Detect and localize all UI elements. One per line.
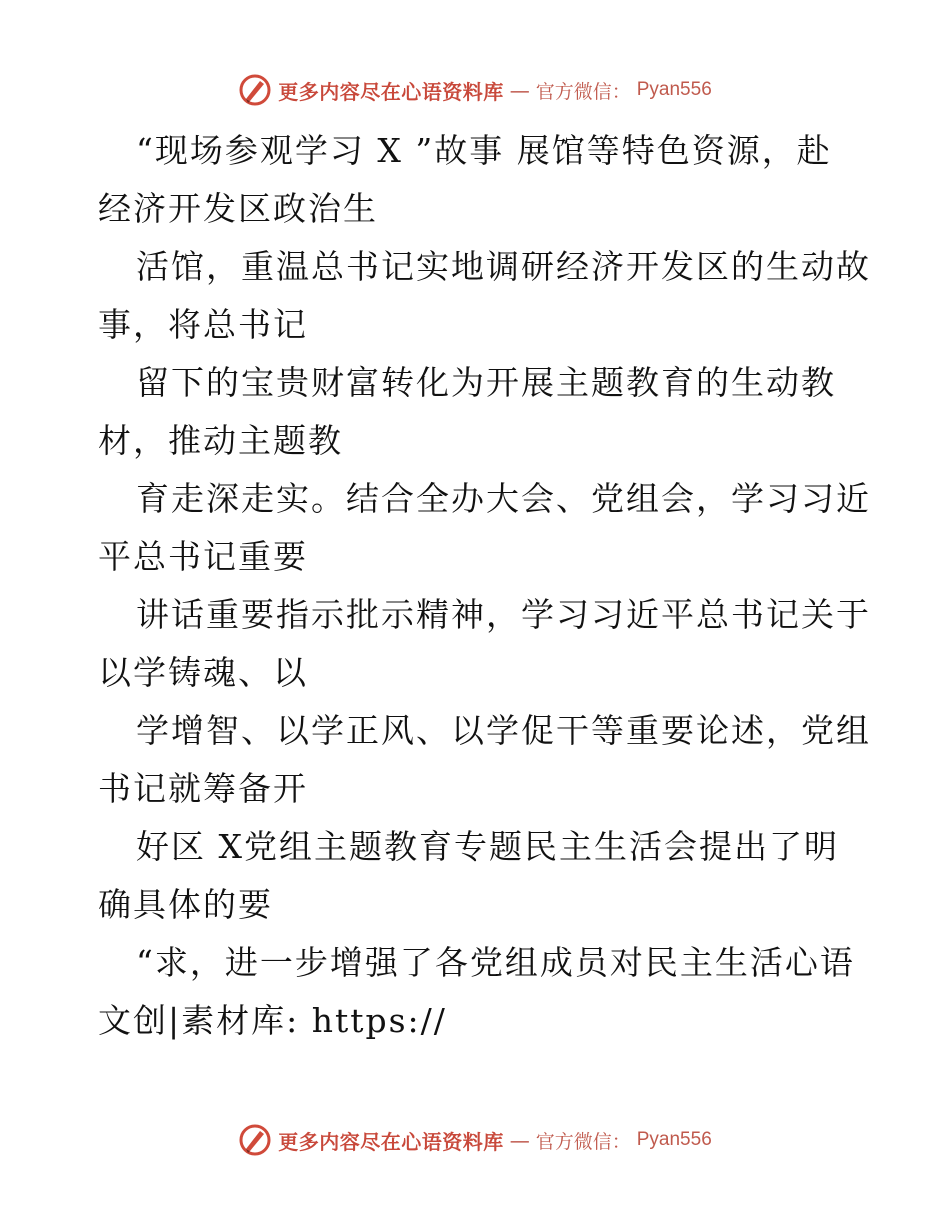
body-line: 好区 X党组主题教育专题民主生活会提出了明 bbox=[136, 827, 839, 866]
body-line: 书记就筹备开 bbox=[98, 769, 308, 808]
footer-banner bbox=[0, 1120, 950, 1160]
quill-pen-logo-icon bbox=[238, 73, 272, 107]
body-line: 平总书记重要 bbox=[98, 537, 308, 576]
body-line: 经济开发区政治生 bbox=[98, 189, 378, 228]
body-line: 学增智、以学正风、以学促干等重要论述，党组 bbox=[136, 711, 871, 750]
banner-wechat-label: 官方微信： bbox=[535, 1130, 631, 1153]
body-line: 留下的宝贵财富转化为开展主题教育的生动教 bbox=[136, 363, 836, 402]
body-line: “求，进一步增强了各党组成员对民主生活心语 bbox=[136, 943, 855, 982]
banner-title: 更多内容尽在心语资料库 bbox=[278, 79, 504, 104]
quill-pen-logo-icon bbox=[238, 1123, 272, 1157]
body-line: 材，推动主题教 bbox=[98, 421, 343, 460]
body-line: 育走深走实。结合全办大会、党组会，学习习近 bbox=[136, 479, 871, 518]
banner-wechat-id: Pyan556 bbox=[636, 1129, 712, 1150]
body-line: 确具体的要 bbox=[98, 885, 273, 924]
body-line: 事，将总书记 bbox=[98, 305, 308, 344]
header-banner bbox=[0, 70, 950, 110]
body-line: 以学铸魂、以 bbox=[98, 653, 308, 692]
banner-title: 更多内容尽在心语资料库 bbox=[278, 1129, 504, 1154]
banner-separator: — bbox=[509, 1128, 530, 1152]
banner-separator: — bbox=[509, 78, 530, 102]
banner-wechat-id: Pyan556 bbox=[636, 79, 712, 100]
body-line: 文创|素材库: https:// bbox=[98, 1001, 447, 1040]
body-line: 讲话重要指示批示精神，学习习近平总书记关于 bbox=[136, 595, 871, 634]
body-line: “现场参观学习 X ”故事 展馆等特色资源，赴 bbox=[136, 131, 832, 170]
banner-wechat-label: 官方微信： bbox=[535, 80, 631, 103]
body-line: 活馆，重温总书记实地调研经济开发区的生动故 bbox=[136, 247, 871, 286]
document-body bbox=[98, 122, 871, 1050]
